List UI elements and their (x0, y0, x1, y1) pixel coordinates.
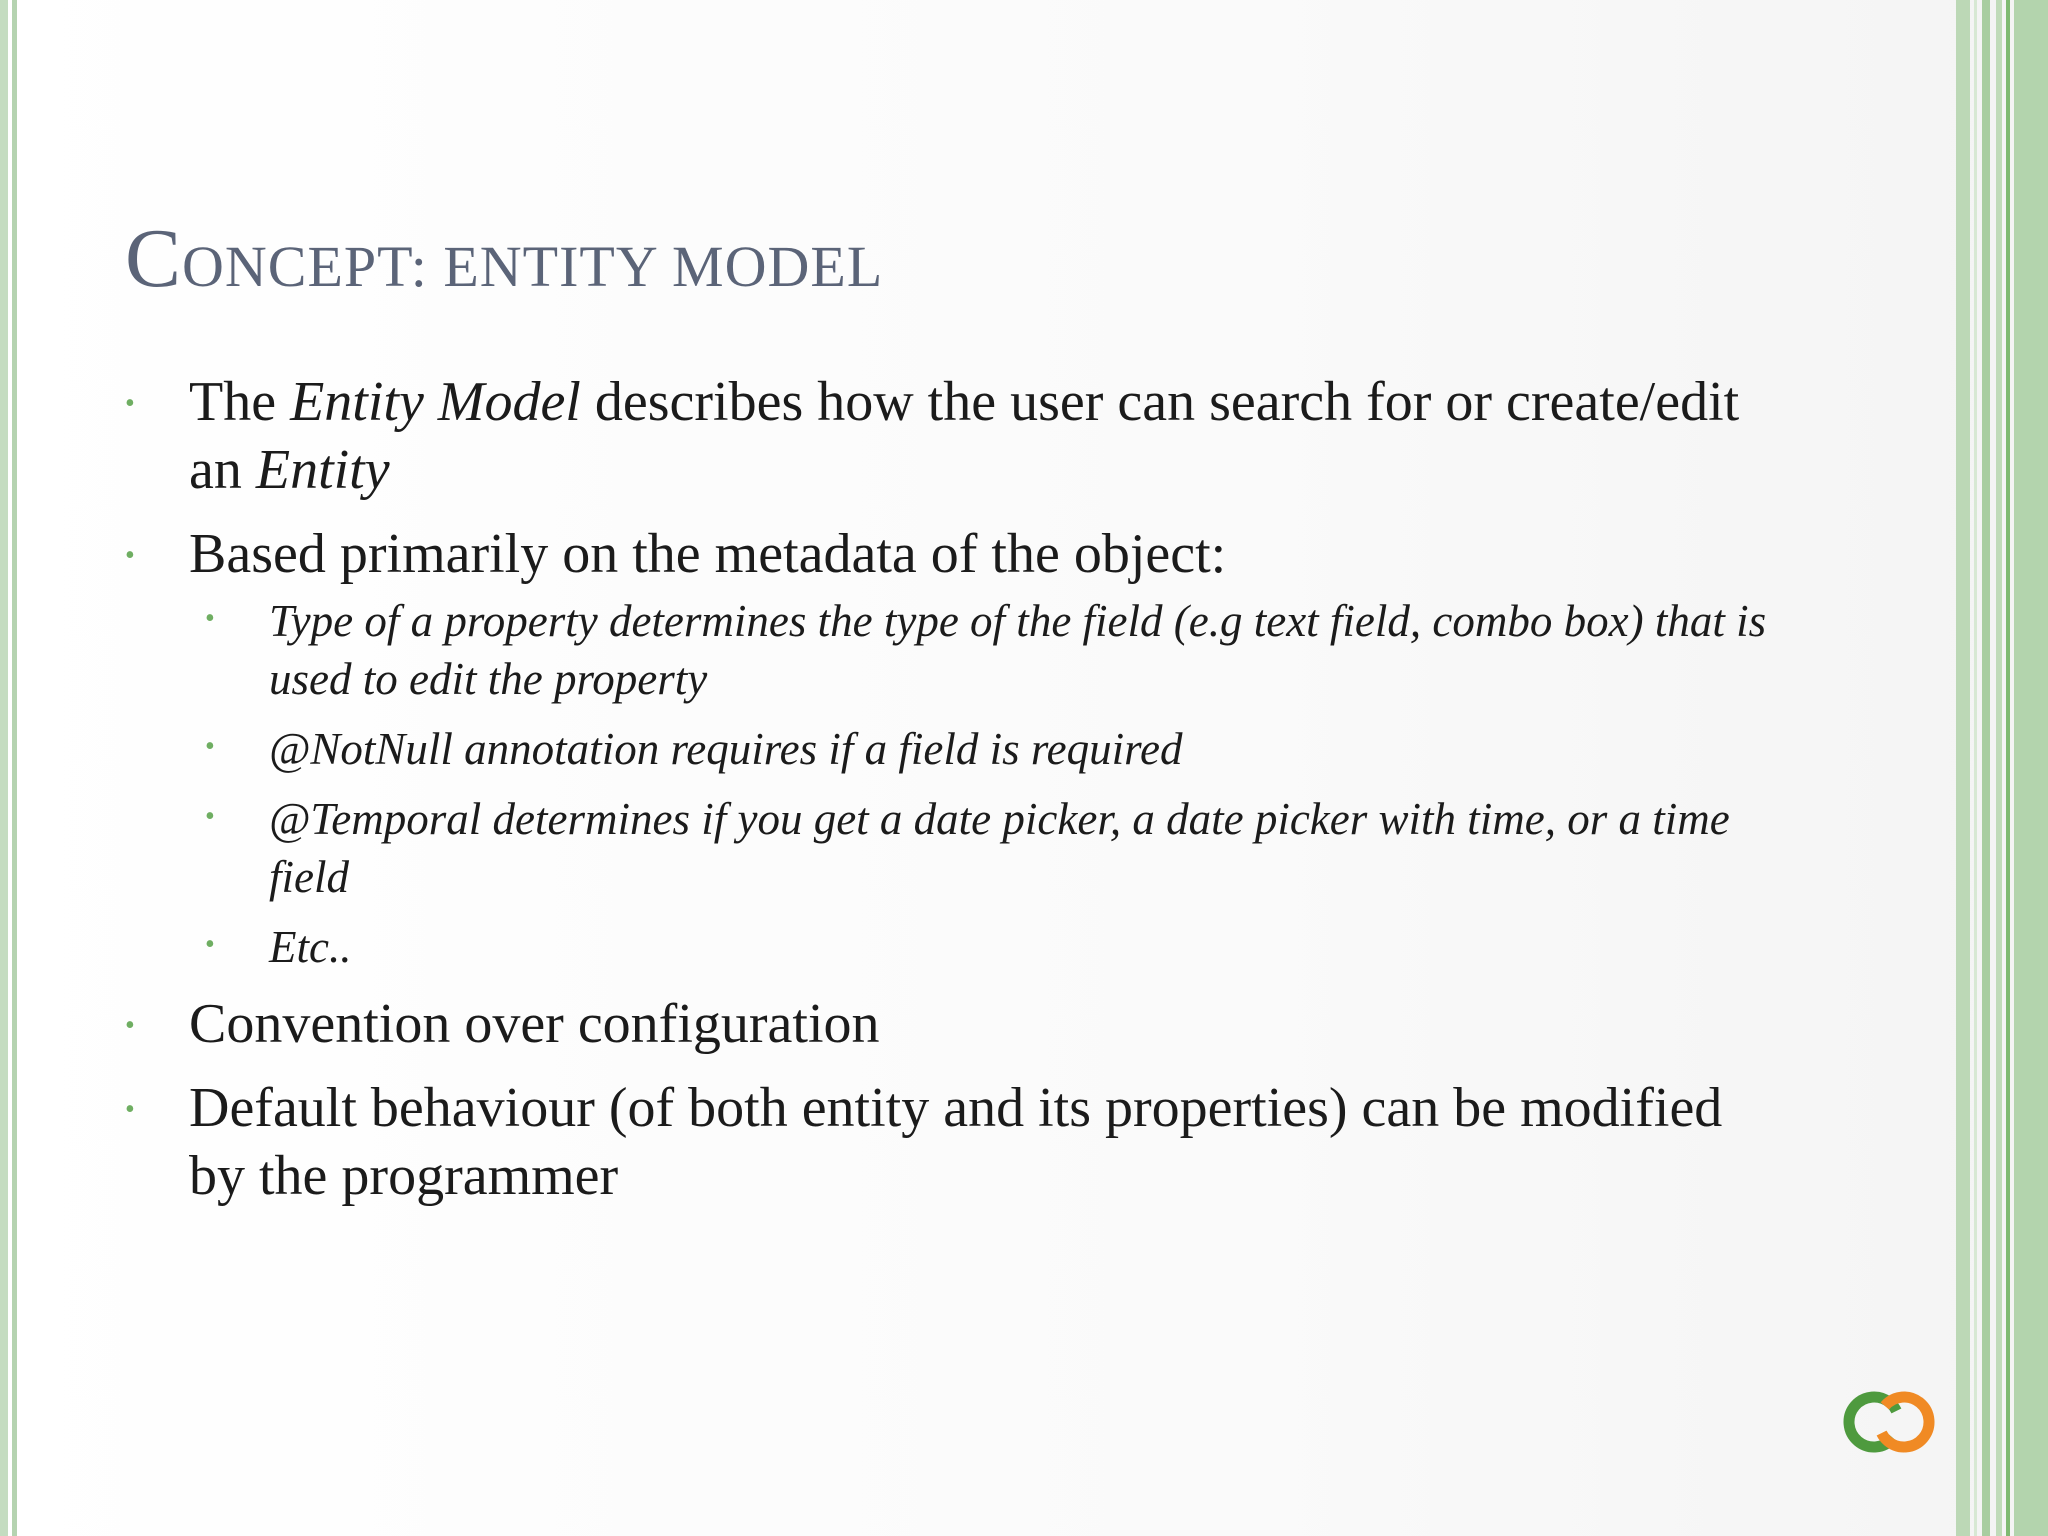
bullet-item (125, 368, 1775, 504)
sub-bullet-text: @NotNull annotation requires if a field is required (269, 724, 1183, 774)
bullet-text: describes how the user can search for or create/edit an (189, 371, 1740, 501)
bullet-dot-icon: • (205, 603, 215, 634)
sub-bullet-item (205, 720, 1775, 778)
title-rest: ONCEPT: ENTITY MODEL (182, 234, 884, 299)
sub-bullet-item (205, 592, 1775, 708)
bullet-item (125, 1074, 1775, 1210)
stripe (1956, 0, 1970, 1536)
title-first-letter: C (125, 212, 183, 305)
bullet-dot-icon: • (205, 731, 215, 762)
stripe (1974, 0, 1977, 1536)
bullet-text: Based primarily on the metadata of the object: (189, 523, 1227, 585)
bullet-item (125, 520, 1775, 588)
linked-rings-logo-icon (1840, 1388, 1938, 1456)
bullet-dot-icon: • (125, 1094, 135, 1125)
sub-bullet-item (205, 790, 1775, 906)
sub-bullet-list (125, 592, 1775, 976)
sub-bullet-text: Type of a property determines the type of the field (e.g text field, combo box) that is used to edit the property (269, 596, 1767, 704)
bullet-text: Default behaviour (of both entity and its properties) can be modified by the programmer (189, 1077, 1723, 1207)
stripe (2006, 0, 2010, 1536)
right-decorative-stripes (1956, 0, 2048, 1536)
bullet-emphasis: Entity (255, 439, 390, 501)
bullet-item (125, 990, 1775, 1058)
bullet-dot-icon: • (125, 388, 135, 419)
bullet-emphasis: Entity Model (290, 371, 581, 433)
stripe (1982, 0, 1990, 1536)
bullet-dot-icon: • (125, 540, 135, 571)
slide-title (125, 210, 883, 307)
bullet-dot-icon: • (125, 1010, 135, 1041)
slide-content (125, 368, 1775, 1210)
left-border-outer (0, 0, 8, 1536)
left-border-inner (12, 0, 17, 1536)
stripe (2014, 0, 2048, 1536)
bullet-dot-icon: • (205, 801, 215, 832)
stripe (1996, 0, 2002, 1536)
sub-bullet-text: Etc.. (269, 922, 352, 972)
bullet-dot-icon: • (205, 929, 215, 960)
bullet-text: The (189, 371, 291, 433)
sub-bullet-item (205, 918, 1775, 976)
bullet-text: Convention over configuration (189, 993, 880, 1055)
sub-bullet-text: @Temporal determines if you get a date picker, a date picker with time, or a time field (269, 794, 1730, 902)
